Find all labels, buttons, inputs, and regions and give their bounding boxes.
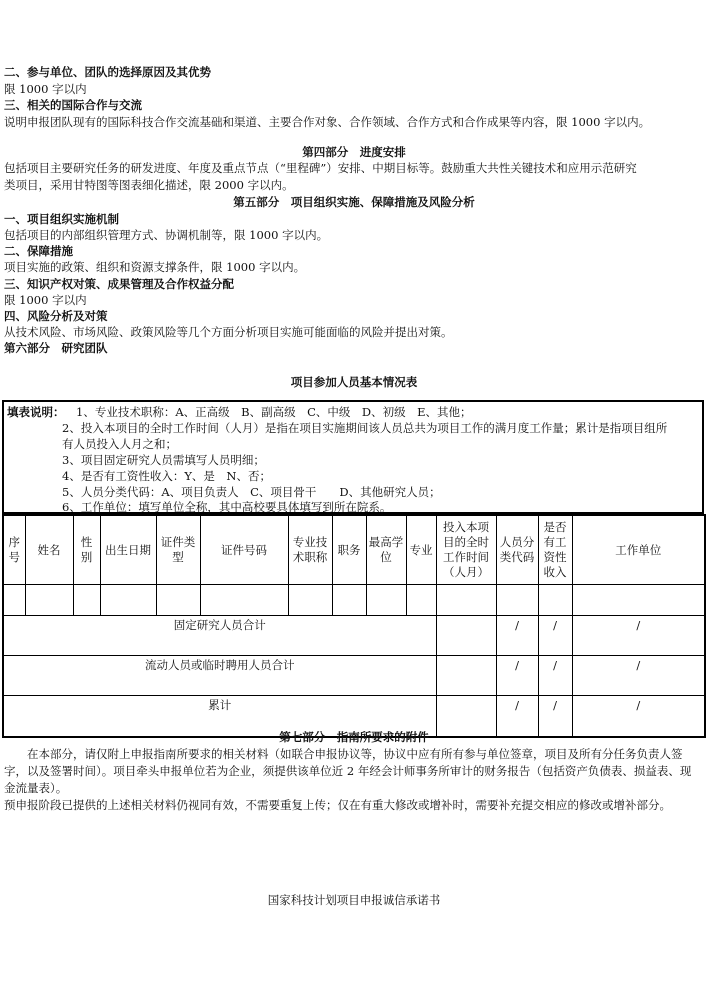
fill-instructions-box (2, 400, 704, 514)
na-mark: / (572, 656, 705, 696)
na-mark: / (496, 616, 538, 656)
footer-title: 国家科技计划项目申报诚信承诺书 (267, 893, 441, 907)
table-cell[interactable] (156, 585, 200, 616)
column-header: 出生日期 (100, 515, 156, 585)
table-cell[interactable] (200, 585, 288, 616)
table-cell[interactable] (436, 616, 496, 656)
section3-item3-text: 说明申报团队现有的国际科技合作交流基础和渠道、主要合作对象、合作领域、合作方式和合作成果等内容，限 1000 字以内。 (4, 115, 651, 129)
note-line: 3、项目固定研究人员需填写人员明细； (62, 453, 265, 467)
na-mark: / (538, 696, 572, 738)
section5-item4-heading: 四、风险分析及对策 (4, 309, 108, 323)
na-mark: / (496, 656, 538, 696)
section5-item3-text: 限 1000 字以内 (4, 293, 87, 307)
table-cell[interactable] (436, 585, 496, 616)
column-header: 专业 (406, 515, 436, 585)
column-header: 职务 (332, 515, 366, 585)
section3-item3-heading: 三、相关的国际合作与交流 (4, 98, 142, 112)
column-header: 专业技术职称 (288, 515, 332, 585)
note-line: 5、人员分类代码：A、项目负责人 C、项目骨干 D、其他研究人员； (62, 485, 441, 499)
section7-title: 第七部分 指南所要求的附件 (279, 730, 429, 744)
note-line: 1、专业技术职称：A、正高级 B、副高级 C、中级 D、初级 E、其他； (76, 405, 472, 419)
column-header: 人员分类代码 (496, 515, 538, 585)
section4-text-line2: 类项目，采用甘特图等图表细化描述，限 2000 字以内。 (4, 178, 294, 192)
column-header: 工作单位 (572, 515, 705, 585)
na-mark: / (538, 656, 572, 696)
section5-item1-text: 包括项目的内部组织管理方式、协调机制等，限 1000 字以内。 (4, 228, 329, 242)
column-header: 是否有工资性收入 (538, 515, 572, 585)
summary-label: 流动人员或临时聘用人员合计 (3, 656, 436, 696)
fixed-staff-total-row (3, 616, 705, 656)
section4-text-line1: 包括项目主要研究任务的研发进度、年度及重点节点（“里程碑”）安排、中期目标等。鼓励重大共性关键技术和应用示范研究 (4, 161, 637, 175)
summary-label: 累计 (3, 696, 436, 738)
summary-label: 固定研究人员合计 (3, 616, 436, 656)
table-cell[interactable] (436, 656, 496, 696)
note-line: 有人员投入人月之和； (62, 437, 177, 451)
na-mark: / (496, 696, 538, 738)
column-header: 证件号码 (200, 515, 288, 585)
column-header: 性别 (73, 515, 100, 585)
section5-item3-heading: 三、知识产权对策、成果管理及合作权益分配 (4, 277, 234, 291)
table-cell[interactable] (288, 585, 332, 616)
section4-title: 第四部分 进度安排 (302, 145, 406, 159)
table-cell[interactable] (572, 585, 705, 616)
note-line: 6、工作单位：填写单位全称，其中高校要具体填写到所在院系。 (62, 500, 392, 514)
table-cell[interactable] (406, 585, 436, 616)
section3-item2-heading: 二、参与单位、团队的选择原因及其优势 (4, 65, 211, 79)
section7-paragraph-2: 预申报阶段已提供的上述相关材料仍视同有效，不需要重复上传；仅在有重大修改或增补时，需要补充提交相应的修改或增补部分。 (4, 798, 671, 812)
table-header-row (3, 515, 705, 585)
na-mark: / (538, 616, 572, 656)
column-header: 序号 (3, 515, 25, 585)
table-cell[interactable] (332, 585, 366, 616)
column-header: 姓名 (25, 515, 73, 585)
note-line: 2、投入本项目的全时工作时间（人月）是指在项目实施期间该人员总共为项目工作的满月度工作量；累计是指项目组所 (62, 421, 668, 435)
column-header: 投入本项目的全时工作时间（人月） (436, 515, 496, 585)
table-cell[interactable] (538, 585, 572, 616)
table-cell[interactable] (100, 585, 156, 616)
section3-item2-text: 限 1000 字以内 (4, 82, 87, 96)
section7-paragraph-1: 在本部分，请仅附上申报指南所要求的相关材料（如联合申报协议等，协议中应有所有参与单位签章，项目及所有分任务负责人签字，以及签署时间）。项目牵头申报单位若为企业，须提供该单位近 2 年经会计师事务所审计的财务报告（包括资产负债表、损益表、现金流量表）。 (4, 747, 692, 795)
note-line: 4、是否有工资性收入：Y、是 N、否； (62, 469, 271, 483)
section6-title: 第六部分 研究团队 (4, 341, 108, 355)
table-cell[interactable] (366, 585, 406, 616)
column-header: 最高学位 (366, 515, 406, 585)
section5-item1-heading: 一、项目组织实施机制 (4, 212, 119, 226)
na-mark: / (572, 696, 705, 738)
table-cell[interactable] (3, 585, 25, 616)
section5-item4-text: 从技术风险、市场风险、政策风险等几个方面分析项目实施可能面临的风险并提出对策。 (4, 325, 453, 339)
notes-label: 填表说明： (7, 405, 65, 419)
temporary-staff-total-row (3, 656, 705, 696)
column-header: 证件类型 (156, 515, 200, 585)
table-cell[interactable] (25, 585, 73, 616)
section5-item2-heading: 二、保障措施 (4, 244, 73, 258)
table-row (3, 585, 705, 616)
personnel-table (2, 514, 706, 738)
section5-item2-text: 项目实施的政策、组织和资源支撑条件，限 1000 字以内。 (4, 260, 306, 274)
section5-title: 第五部分 项目组织实施、保障措施及风险分析 (233, 195, 475, 209)
table-cell[interactable] (73, 585, 100, 616)
table-title: 项目参加人员基本情况表 (290, 375, 418, 389)
table-cell[interactable] (496, 585, 538, 616)
na-mark: / (572, 616, 705, 656)
